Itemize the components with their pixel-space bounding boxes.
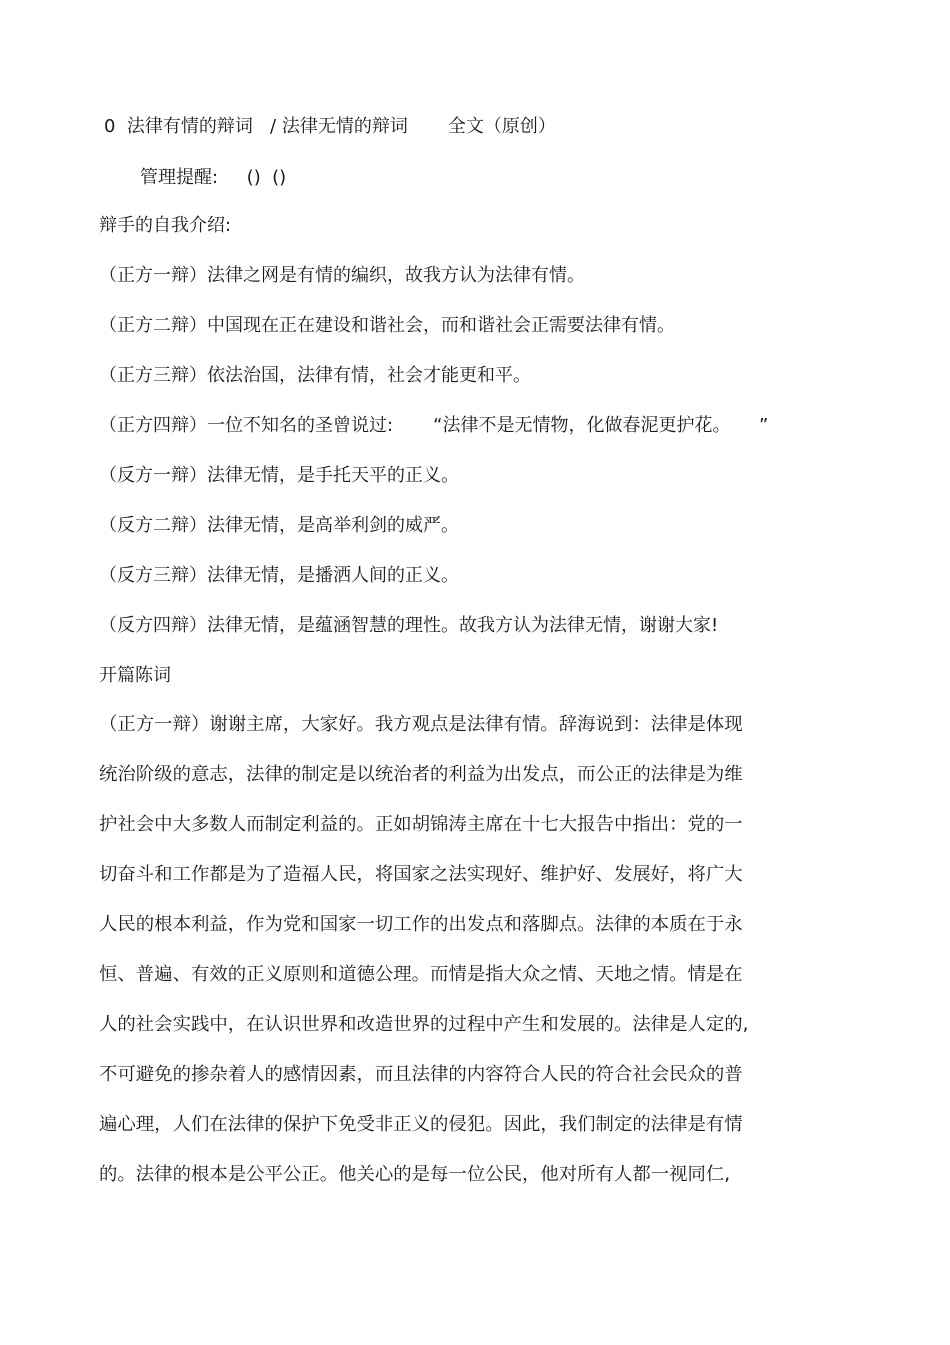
- intro-line: （正方三辩）依法治国，法律有情，社会才能更和平。: [99, 365, 531, 386]
- opening-line: 恒、普遍、有效的正义原则和道德公理。而情是指大众之情、天地之情。情是在: [99, 964, 743, 985]
- intro-line: （正方二辩）中国现在正在建设和谐社会，而和谐社会正需要法律有情。: [99, 315, 675, 336]
- intro-line: （反方二辩）法律无情，是高举利剑的威严。: [99, 515, 459, 536]
- opening-line: 切奋斗和工作都是为了造福人民，将国家之法实现好、维护好、发展好，将广大: [99, 864, 743, 885]
- opening-line: 护社会中大多数人而制定利益的。正如胡锦涛主席在十七大报告中指出：党的一: [99, 814, 743, 835]
- admin-reminder: 管理提醒: () (): [140, 167, 287, 188]
- intro-heading: 辩手的自我介绍:: [99, 215, 232, 236]
- intro-line: （反方四辩）法律无情，是蕴涵智慧的理性。故我方认为法律无情，谢谢大家!: [99, 615, 719, 636]
- intro-line: （正方四辩）一位不知名的圣曾说过: “法律不是无情物，化做春泥更护花。 ”: [99, 415, 769, 436]
- opening-line: （正方一辩）谢谢主席，大家好。我方观点是法律有情。辞海说到：法律是体现: [99, 714, 743, 735]
- document-title: 0 法律有情的辩词 / 法律无情的辩词 全文（原创）: [104, 116, 556, 137]
- opening-line: 统治阶级的意志，法律的制定是以统治者的利益为出发点，而公正的法律是为维: [99, 764, 743, 785]
- intro-line: （反方一辩）法律无情，是手托天平的正义。: [99, 465, 459, 486]
- opening-line: 人的社会实践中，在认识世界和改造世界的过程中产生和发展的。法律是人定的,: [99, 1014, 749, 1035]
- opening-line: 人民的根本利益，作为党和国家一切工作的出发点和落脚点。法律的本质在于永: [99, 914, 743, 935]
- opening-line: 的。法律的根本是公平公正。他关心的是每一位公民，他对所有人都一视同仁,: [99, 1164, 731, 1185]
- opening-line: 不可避免的掺杂着人的感情因素，而且法律的内容符合人民的符合社会民众的普: [99, 1064, 743, 1085]
- intro-line: （正方一辩）法律之网是有情的编织，故我方认为法律有情。: [99, 265, 585, 286]
- opening-line: 遍心理，人们在法律的保护下免受非正义的侵犯。因此，我们制定的法律是有情: [99, 1114, 743, 1135]
- opening-heading: 开篇陈词: [99, 665, 171, 686]
- intro-line: （反方三辩）法律无情，是播洒人间的正义。: [99, 565, 459, 586]
